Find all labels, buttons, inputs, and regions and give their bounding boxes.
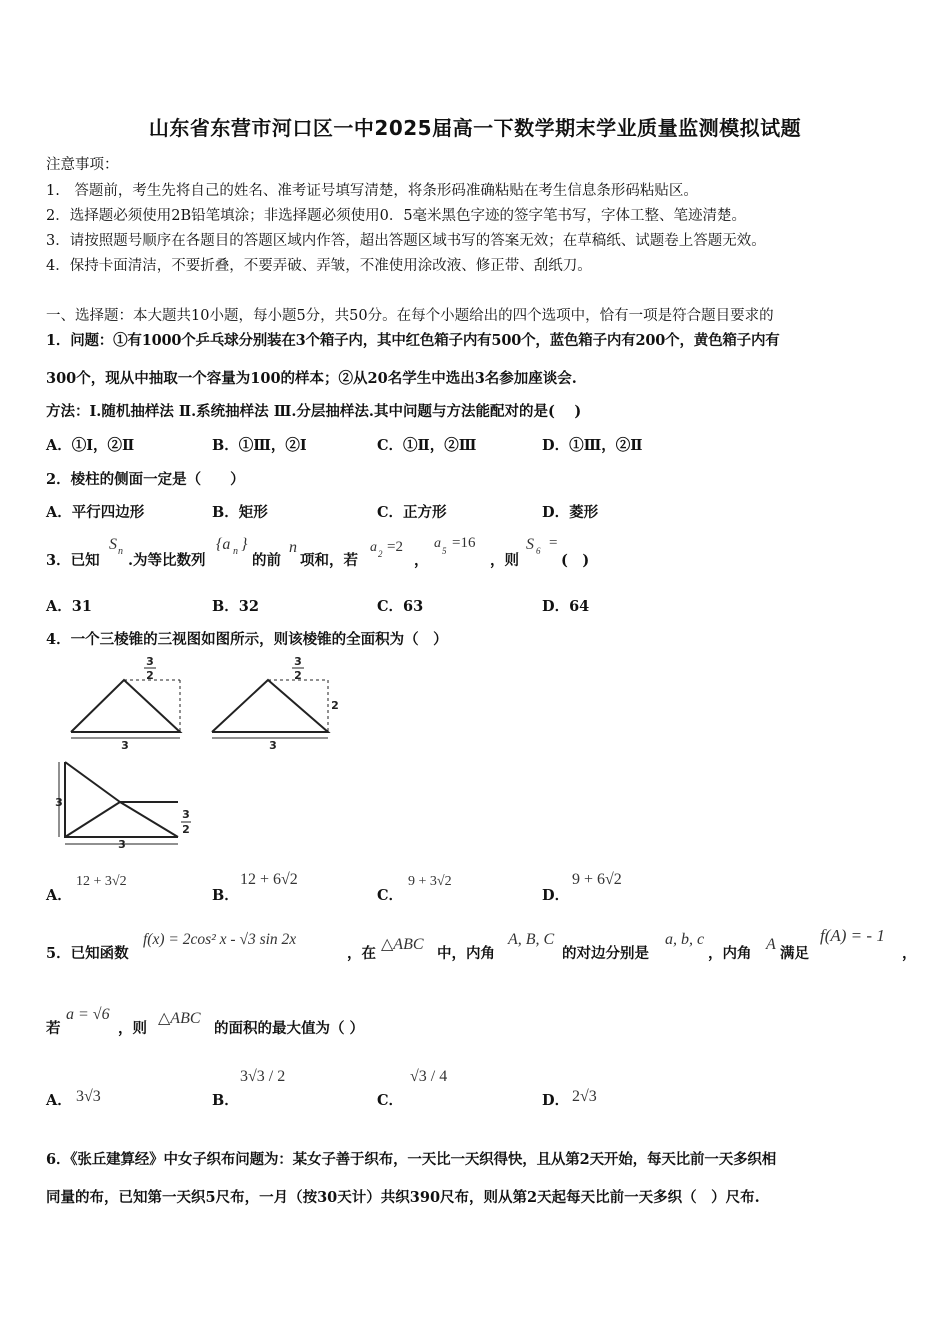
top-view-edge — [65, 802, 120, 837]
q4-option-c-letter[interactable]: C． — [377, 887, 404, 904]
notice-item: 4．保持卡面清洁，不要折叠，不要弄破、弄皱，不准使用涂改液、修正带、刮纸刀。 — [46, 258, 592, 274]
q1-line1: 1．问题：①有1000个乒乓球分别装在3个箱子内，其中红色箱子内有500个，蓝色箱子内有200个，黄色箱子内有 — [46, 332, 780, 349]
q3-math-a5-val: =16 — [452, 535, 476, 551]
q3-math-a5: a — [434, 536, 441, 551]
label-frac-num: 3 — [294, 655, 302, 668]
q5-option-c-letter[interactable]: C． — [377, 1092, 404, 1109]
q1-line3: 方法：Ⅰ.随机抽样法 Ⅱ.系统抽样法 Ⅲ.分层抽样法.其中问题与方法能配对的是( ) — [46, 403, 582, 420]
side-view-triangle — [212, 680, 328, 732]
q6-line2: 同量的布，已知第一天织5尺布，一月（按30天计）共织390尺布，则从第2天起每天比前一天多织（ ）尺布. — [46, 1189, 760, 1206]
q3-math-an-close: } — [241, 536, 248, 553]
q5-math-acond: a = √6 — [66, 1006, 110, 1023]
label-two: 2 — [331, 699, 339, 712]
q4-option-b[interactable]: 12 + 6√2 — [240, 871, 298, 888]
q2-option-b[interactable]: B．矩形 — [212, 504, 268, 521]
q3-math-a2-sub: 2 — [378, 549, 383, 559]
q3-math-s6-eq: = — [549, 535, 558, 551]
q3-math-s6-sub: 6 — [536, 546, 541, 556]
q5-math-angles: A, B, C — [508, 931, 555, 948]
q3-math-s6: S — [526, 536, 534, 553]
notice-heading: 注意事项： — [46, 157, 119, 173]
label-frac-den: 2 — [294, 669, 302, 682]
top-view-edge — [65, 762, 120, 802]
label-frac-den: 2 — [146, 669, 154, 682]
q3-math-n: n — [289, 539, 297, 556]
q5-text: 若 — [46, 1020, 61, 1037]
notice-item: 3．请按照题号顺序在各题目的答题区域内作答，超出答题区域书写的答案无效；在草稿纸、试题卷上答题无效。 — [46, 233, 766, 249]
q3-math-sn: S — [109, 536, 117, 553]
q1-option-c[interactable]: C．①Ⅱ，②Ⅲ — [377, 437, 477, 454]
q3-math-a5-sub: 5 — [442, 546, 447, 556]
q5-text: 的对边分别是 — [562, 945, 649, 962]
q3-option-b[interactable]: B．32 — [212, 598, 259, 615]
q4-option-d-letter[interactable]: D． — [542, 887, 570, 904]
q5-option-a[interactable]: 3√3 — [76, 1088, 101, 1105]
q3-math-an-sub: n — [233, 546, 238, 557]
q5-math-func: f(x) = 2cos² x - √3 sin 2x — [143, 931, 297, 948]
q5-option-d-letter[interactable]: D． — [542, 1092, 570, 1109]
q3-option-d[interactable]: D．64 — [542, 598, 590, 615]
q5-text: 满足 — [780, 945, 809, 962]
q2-option-c[interactable]: C．正方形 — [377, 504, 447, 521]
q4-option-a-letter[interactable]: A． — [46, 887, 72, 904]
q3-text: ， — [414, 552, 429, 569]
q5-text: 中，内角 — [437, 945, 495, 962]
q5-math-sides: a, b, c — [665, 931, 705, 948]
notice-item: 1. 答题前，考生先将自己的姓名、准考证号填写清楚，将条形码准确粘贴在考生信息条形码粘贴区。 — [46, 183, 698, 199]
q5-option-d[interactable]: 2√3 — [572, 1088, 597, 1105]
q5-math-triangle: △ABC — [381, 936, 424, 953]
q3-text: ，则 — [490, 552, 519, 569]
label-three: 3 — [118, 838, 126, 851]
label-three: 3 — [121, 739, 129, 752]
q3-option-c[interactable]: C．63 — [377, 598, 424, 615]
q5-math-cond: f(A) = - 1 — [820, 926, 885, 945]
label-three: 3 — [269, 739, 277, 752]
q2-option-d[interactable]: D．菱形 — [542, 504, 599, 521]
q3-math-an: {a — [216, 536, 231, 553]
notice-item: 2．选择题必须使用2B铅笔填涂；非选择题必须使用0．5毫米黑色字迹的签字笔书写，字体工整、笔迹清楚。 — [46, 208, 747, 224]
q3-text: ( ) — [561, 552, 590, 569]
q5-math-triangle: △ABC — [158, 1010, 201, 1027]
page-title: 山东省东营市河口区一中2025届高一下数学期末学业质量监测模拟试题 — [148, 116, 802, 140]
q5-option-b[interactable]: 3√3 / 2 — [240, 1068, 286, 1085]
q3-text: 项和，若 — [300, 552, 358, 569]
q5-text: ，在 — [347, 945, 376, 962]
top-view-edge — [120, 802, 178, 837]
q4-option-c[interactable]: 9 + 3√2 — [408, 874, 452, 889]
q5-text: 5．已知函数 — [46, 945, 129, 962]
q5-text: 的面积的最大值为（ ） — [214, 1020, 365, 1037]
label-frac-num: 3 — [182, 808, 190, 821]
q5-option-c[interactable]: √3 / 4 — [410, 1068, 448, 1085]
q4-stem: 4．一个三棱锥的三视图如图所示，则该棱锥的全面积为（ ） — [46, 631, 448, 648]
q3-math-a2: a — [370, 540, 377, 555]
q2-option-a[interactable]: A．平行四边形 — [46, 504, 145, 521]
q4-option-d[interactable]: 9 + 6√2 — [572, 871, 622, 888]
q5-text: ， — [902, 945, 917, 962]
label-three: 3 — [55, 796, 63, 809]
section-heading: 一、选择题：本大题共10小题，每小题5分，共50分。在每个小题给出的四个选项中，恰有一项是符合题目要求的 — [46, 308, 774, 324]
front-view-triangle — [71, 680, 180, 732]
q3-math-a2-val: =2 — [387, 539, 403, 555]
label-frac-num: 3 — [146, 655, 154, 668]
q3-text: 的前 — [252, 552, 281, 569]
q5-text: ，内角 — [708, 945, 752, 962]
q3-text: 3．已知 — [46, 552, 100, 569]
q3-option-a[interactable]: A．31 — [46, 598, 92, 615]
q5-text: ，则 — [118, 1020, 147, 1037]
q3-text: .为等比数列 — [128, 552, 206, 569]
q1-line2: 300个，现从中抽取一个容量为100的样本；②从20名学生中选出3名参加座谈会. — [46, 370, 577, 387]
q4-option-b-letter[interactable]: B． — [212, 887, 239, 904]
q1-option-b[interactable]: B．①Ⅲ，②Ⅰ — [212, 437, 307, 454]
label-frac-den: 2 — [182, 823, 190, 836]
q6-line1: 6．《张丘建算经》中女子织布问题为：某女子善于织布，一天比一天织得快，且从第2天开始，每天比前一天多织相 — [46, 1151, 777, 1168]
q1-option-a[interactable]: A．①Ⅰ，②Ⅱ — [46, 437, 135, 454]
q5-option-b-letter[interactable]: B． — [212, 1092, 239, 1109]
three-view-figure — [45, 652, 345, 852]
q2-stem: 2．棱柱的侧面一定是（ ） — [46, 471, 245, 488]
q5-math-a: A — [766, 936, 776, 953]
q4-option-a[interactable]: 12 + 3√2 — [76, 874, 127, 889]
q5-option-a-letter[interactable]: A． — [46, 1092, 72, 1109]
q3-math-sn-sub: n — [118, 546, 123, 557]
q1-option-d[interactable]: D．①Ⅲ，②Ⅱ — [542, 437, 643, 454]
